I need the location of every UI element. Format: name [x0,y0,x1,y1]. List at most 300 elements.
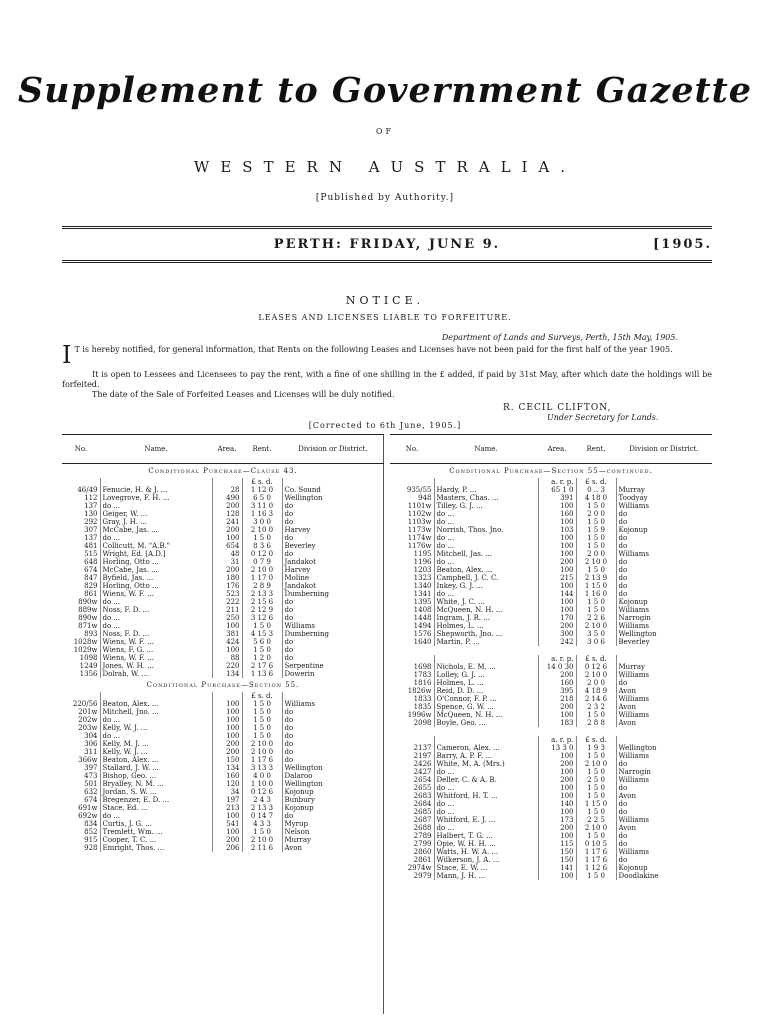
division-name: do [282,732,384,740]
division-name: Murray [282,836,384,844]
area-value: 211 [212,606,242,614]
area-value: 100 [538,518,576,526]
division-name: Wellington [282,494,384,502]
table-row [390,872,712,880]
lease-number: 46/49 [62,486,100,494]
lease-number: 2861 [390,856,434,864]
rent-value: 1 16 0 [576,590,616,598]
area-value: 100 [538,872,576,880]
division-name: Williams [616,816,712,824]
lease-number: 692w [62,812,100,820]
units-rent: £ s. d. [242,478,282,486]
area-value: 100 [212,646,242,654]
division-name: Narrogin [616,614,712,622]
division-name: do [282,708,384,716]
units-division [282,692,384,700]
units-area [212,692,242,700]
area-value: 14 0 30 [538,663,576,671]
holder-name: do ... [102,614,121,622]
signatory-title: Under Secretary for Lands. [547,413,659,422]
area-value: 65 1 0 [538,486,576,494]
holder-name: McCabe, Jas. ... [102,526,158,534]
table-row [62,828,384,836]
right-section-gap [390,727,712,736]
gap-cell [390,646,712,655]
table-row [62,550,384,558]
lease-number: 1494 [390,622,434,630]
table-row [390,744,712,752]
rent-value: 1 5 0 [576,518,616,526]
table-row [390,711,712,719]
area-value: 200 [538,671,576,679]
units-name [434,736,538,744]
table-row [390,752,712,760]
lease-number: 366w [62,756,100,764]
lease-number: 1101w [390,502,434,510]
area-value: 140 [538,800,576,808]
division-name: Williams [616,606,712,614]
rent-value: 1 5 0 [576,534,616,542]
table-row [390,590,712,598]
holder-name: Shepworth, Jno. ... [436,630,503,638]
lease-number: 201w [62,708,100,716]
column-header-rent: Rent. [576,435,616,464]
column-header-division: Division or District. [616,435,712,464]
right-ledger-table [390,434,712,880]
table-row [390,840,712,848]
holder-name: Hardy, P. ... [436,486,477,494]
masthead-of: OF [375,127,395,136]
lease-number: 1029w [62,646,100,654]
lease-number: 1340 [390,582,434,590]
corrected-date: [Corrected to 6th June, 1905.] [308,421,462,430]
table-row [62,622,384,630]
holder-name: Noss, F. D. ... [102,630,150,638]
units-division [282,478,384,486]
area-value: 88 [212,654,242,662]
holder-name: Campbell, J. C. C. [436,574,499,582]
area-value: 391 [538,494,576,502]
area-value: 206 [212,844,242,852]
division-name: Williams [616,711,712,719]
area-value: 100 [212,622,242,630]
notice-paragraph-1-text: T is hereby notified, for general information, that Rents on the following Leases and Licenses have not been paid for the first half of the year 1905. [74,345,673,354]
rent-value: 1 5 0 [242,724,282,732]
holder-name: Horling, Otto ... [102,582,159,590]
table-row [62,502,384,510]
rent-value: 1 5 0 [576,832,616,840]
notice-department-line: Department of Lands and Surveys, Perth, 15th May, 1905. [441,333,678,342]
holder-name: Spence, G. W. ... [436,703,494,711]
rent-value: 3 12 6 [242,614,282,622]
area-value: 100 [538,768,576,776]
area-value: 395 [538,687,576,695]
units-name [100,692,212,700]
left-ledger-body [62,464,384,853]
lease-number: 632 [62,788,100,796]
holder-name: Reid, D. D. ... [436,687,484,695]
division-name: do [616,832,712,840]
division-name: do [282,716,384,724]
division-name: Co. Sound [282,486,384,494]
rent-value: 2 10 0 [242,526,282,534]
holder-name: Gray, J. H. ... [102,518,148,526]
division-name: do [616,558,712,566]
division-name: Toodyay [616,494,712,502]
table-row [390,864,712,872]
section-heading-text: Conditional Purchase—Section 55. [146,681,300,689]
holder-name: Bregenzer, E. D. ... [102,796,170,804]
gazette-masthead-title: Supplement to Government Gazette [17,70,753,111]
units-no [62,692,100,700]
lease-number: 852 [62,828,100,836]
division-name: Nelson [282,828,384,836]
area-value: 150 [538,856,576,864]
area-value: 200 [538,558,576,566]
lease-number: 1448 [390,614,434,622]
lease-number: 691w [62,804,100,812]
rent-value: 1 13 6 [242,670,282,678]
rent-value: 3 0 0 [242,518,282,526]
signatory-name: R. CECIL CLIFTON, [503,403,612,413]
division-name: Dumberning [282,590,384,598]
table-row [390,832,712,840]
area-value: 200 [212,836,242,844]
holder-name: Tremlett, Wm. ... [102,828,163,836]
notice-subtitle: LEASES AND LICENSES LIABLE TO FORFEITURE. [258,313,512,322]
holder-name: Martin, P. ... [436,638,480,646]
units-no [390,478,434,486]
lease-number: 1408 [390,606,434,614]
holder-name: do ... [102,598,121,606]
table-row [62,780,384,788]
rent-value: 1 15 0 [576,582,616,590]
rent-value: 1 5 0 [242,716,282,724]
holder-name: Stace, Ed. ... [102,804,148,812]
division-name: Williams [616,848,712,856]
masthead-state: WESTERN AUSTRALIA. [193,158,577,176]
holder-name: Fenucie, H. & J. ... [102,486,168,494]
lease-number: 1249 [62,662,100,670]
rent-value: 1 5 0 [576,872,616,880]
table-row [62,748,384,756]
lease-number: 2655 [390,784,434,792]
holder-name: Cooper, T. C. ... [102,836,157,844]
division-name: do [616,574,712,582]
rent-value: 1 10 0 [242,780,282,788]
table-row [390,574,712,582]
lease-number: 1176w [390,542,434,550]
holder-name: do ... [436,784,455,792]
table-row [62,486,384,494]
table-row [390,856,712,864]
units-area: a. r. p. [538,478,576,486]
lease-number: 1816 [390,679,434,687]
lease-number: 1835 [390,703,434,711]
area-value: 100 [538,792,576,800]
rent-value: 2 10 0 [576,622,616,630]
division-name: do [282,614,384,622]
left-header-row [62,435,384,464]
holder-name: Lovegrove, F. H. ... [102,494,170,502]
area-value: 541 [212,820,242,828]
holder-name: Wiens, W. F. ... [102,638,154,646]
table-row [62,590,384,598]
holder-name: Kelly, M. J. ... [102,740,149,748]
division-name: Williams [616,695,712,703]
lease-number: 220/56 [62,700,100,708]
table-row [390,566,712,574]
area-value: 200 [212,526,242,534]
holder-name: do ... [436,558,455,566]
area-value: 141 [538,864,576,872]
right-ledger-body [390,464,712,881]
division-name: Avon [616,792,712,800]
lease-number: 674 [62,566,100,574]
units-area: a. r. p. [538,655,576,663]
lease-number: 2789 [390,832,434,840]
area-value: 100 [212,716,242,724]
table-row [390,606,712,614]
units-no [62,478,100,486]
rent-value: 2 10 0 [576,558,616,566]
holder-name: Lolley, G. J. ... [436,671,485,679]
division-name: Harvey [282,566,384,574]
rent-value: 2 2 5 [576,816,616,824]
lease-number: 2685 [390,808,434,816]
holder-name: Nichols, E. M. ... [436,663,496,671]
holder-name: do ... [102,502,121,510]
lease-number: 890w [62,614,100,622]
area-value: 160 [212,772,242,780]
division-name: Williams [616,622,712,630]
table-row [62,534,384,542]
area-value: 176 [212,582,242,590]
rent-value: 1 5 0 [576,542,616,550]
table-row [62,804,384,812]
holder-name: do ... [436,590,455,598]
division-name: Bunbury [282,796,384,804]
lease-number: 1102w [390,510,434,518]
rent-value: 4 15 3 [242,630,282,638]
area-value: 100 [538,808,576,816]
division-name: Narrogin [616,768,712,776]
units-name [434,655,538,663]
rent-value: 2 14 6 [576,695,616,703]
area-value: 103 [538,526,576,534]
table-row [62,606,384,614]
lease-number: 893 [62,630,100,638]
units-division [616,478,712,486]
area-value: 100 [538,534,576,542]
lease-number: 1341 [390,590,434,598]
holder-name: do ... [102,534,121,542]
area-value: 100 [538,784,576,792]
units-no [390,736,434,744]
area-value: 100 [538,832,576,840]
right-units-row [390,736,712,744]
holder-name: Beaton, Alex. ... [102,700,159,708]
holder-name: Mann, J. H. ... [436,872,486,880]
table-row [62,662,384,670]
division-name: do [616,784,712,792]
lease-number: 2137 [390,744,434,752]
lease-number: 1783 [390,671,434,679]
column-header-name: Name. [434,435,538,464]
rent-value: 1 5 0 [576,784,616,792]
rent-value: 2 15 6 [242,598,282,606]
table-row [390,719,712,727]
rent-value: 1 5 0 [242,622,282,630]
rent-value: 1 16 3 [242,510,282,518]
area-value: 300 [538,630,576,638]
rent-value: 2 11 6 [242,844,282,852]
lease-number: 1640 [390,638,434,646]
left-section-heading [62,678,384,692]
rent-value: 2 10 0 [242,566,282,574]
rent-value: 0 .. 3 [576,486,616,494]
table-row [62,598,384,606]
area-value: 218 [538,695,576,703]
holder-name: do ... [436,534,455,542]
left-units-row [62,478,384,486]
lease-number: 915 [62,836,100,844]
table-row [390,550,712,558]
area-value: 100 [212,724,242,732]
right-units-row [390,655,712,663]
holder-name: Geiger, W. ... [102,510,148,518]
lease-number: 112 [62,494,100,502]
units-rent: £ s. d. [576,736,616,744]
table-row [390,510,712,518]
rent-value: 1 5 0 [576,808,616,816]
division-name: do [282,812,384,820]
division-name: Williams [616,752,712,760]
holder-name: Halbert, T. G. ... [436,832,493,840]
area-value: 13 3 0 [538,744,576,752]
rent-value: 1 5 0 [576,598,616,606]
area-value: 100 [538,566,576,574]
area-value: 654 [212,542,242,550]
lease-number: 2098 [390,719,434,727]
lease-number: 935/55 [390,486,434,494]
rent-value: 1 12 6 [576,864,616,872]
lease-number: 1356 [62,670,100,678]
table-row [390,808,712,816]
column-header-name: Name. [100,435,212,464]
holder-name: do ... [102,622,121,630]
area-value: 200 [212,502,242,510]
left-section-heading [62,464,384,479]
rent-value: 2 13 3 [242,804,282,812]
rent-value: 0 12 0 [242,550,282,558]
division-name: Kojonup [616,864,712,872]
table-row [62,820,384,828]
division-name: Avon [616,687,712,695]
division-name: do [616,542,712,550]
table-row [390,494,712,502]
table-row [390,534,712,542]
table-row [62,812,384,820]
holder-name: Norrish, Thos. Jno. [436,526,504,534]
division-name: Kojonup [616,598,712,606]
holder-name: McCabe, Jas. ... [102,566,158,574]
division-name: do [616,566,712,574]
units-rent: £ s. d. [576,478,616,486]
lease-number: 292 [62,518,100,526]
lease-number: 306 [62,740,100,748]
division-name: Moline [282,574,384,582]
area-value: 100 [538,606,576,614]
holder-name: do ... [102,716,121,724]
lease-number: 829 [62,582,100,590]
table-row [390,784,712,792]
rent-value: 0 12 6 [242,788,282,796]
rent-value: 2 12 9 [242,606,282,614]
division-name: do [616,808,712,816]
area-value: 490 [212,494,242,502]
lease-number: 1028w [62,638,100,646]
rent-value: 1 5 0 [242,700,282,708]
left-units-row [62,692,384,700]
area-value: 173 [538,816,576,824]
area-value: 250 [212,614,242,622]
area-value: 100 [212,700,242,708]
area-value: 424 [212,638,242,646]
division-name: do [282,646,384,654]
holder-name: do ... [102,732,121,740]
left-ledger-table [62,434,384,852]
holder-name: do ... [436,768,455,776]
holder-name: Horling, Otto ... [102,558,159,566]
area-value: 100 [538,711,576,719]
notice-title: NOTICE. [345,294,425,307]
holder-name: Wilkerson, J. A. ... [436,856,500,864]
table-row [62,772,384,780]
division-name: Avon [616,703,712,711]
division-name: do [616,840,712,848]
holder-name: Holmes, L. ... [436,622,484,630]
area-value: 100 [538,542,576,550]
rent-value: 0 14 7 [242,812,282,820]
lease-number: 2860 [390,848,434,856]
lease-number: 834 [62,820,100,828]
division-name: do [282,748,384,756]
holder-name: Kelly, W. J. ... [102,724,148,732]
notice-paragraph-2: It is open to Lessees and Licensees to pay the rent, with a fine of one shilling in the £ added, if paid by 31st May, after which date the holdings will be forfeited. [62,370,712,389]
lease-number: 2426 [390,760,434,768]
lease-number: 1196 [390,558,434,566]
division-name: Williams [616,502,712,510]
rent-value: 3 11 0 [242,502,282,510]
dateline [62,237,712,255]
lease-number: 130 [62,510,100,518]
area-value: 100 [538,550,576,558]
division-name: Murray [616,486,712,494]
rent-value: 1 5 0 [576,792,616,800]
area-value: 150 [538,848,576,856]
table-row [390,486,712,494]
division-name: Serpentine [282,662,384,670]
holder-name: Jones, W. H. ... [102,662,154,670]
rent-value: 1 5 0 [242,828,282,836]
published-by-authority: [Published by Authority.] [315,193,455,203]
rent-value: 1 5 0 [576,502,616,510]
units-name [434,478,538,486]
area-value: 31 [212,558,242,566]
rent-value: 2 10 0 [242,836,282,844]
division-name: Avon [616,824,712,832]
